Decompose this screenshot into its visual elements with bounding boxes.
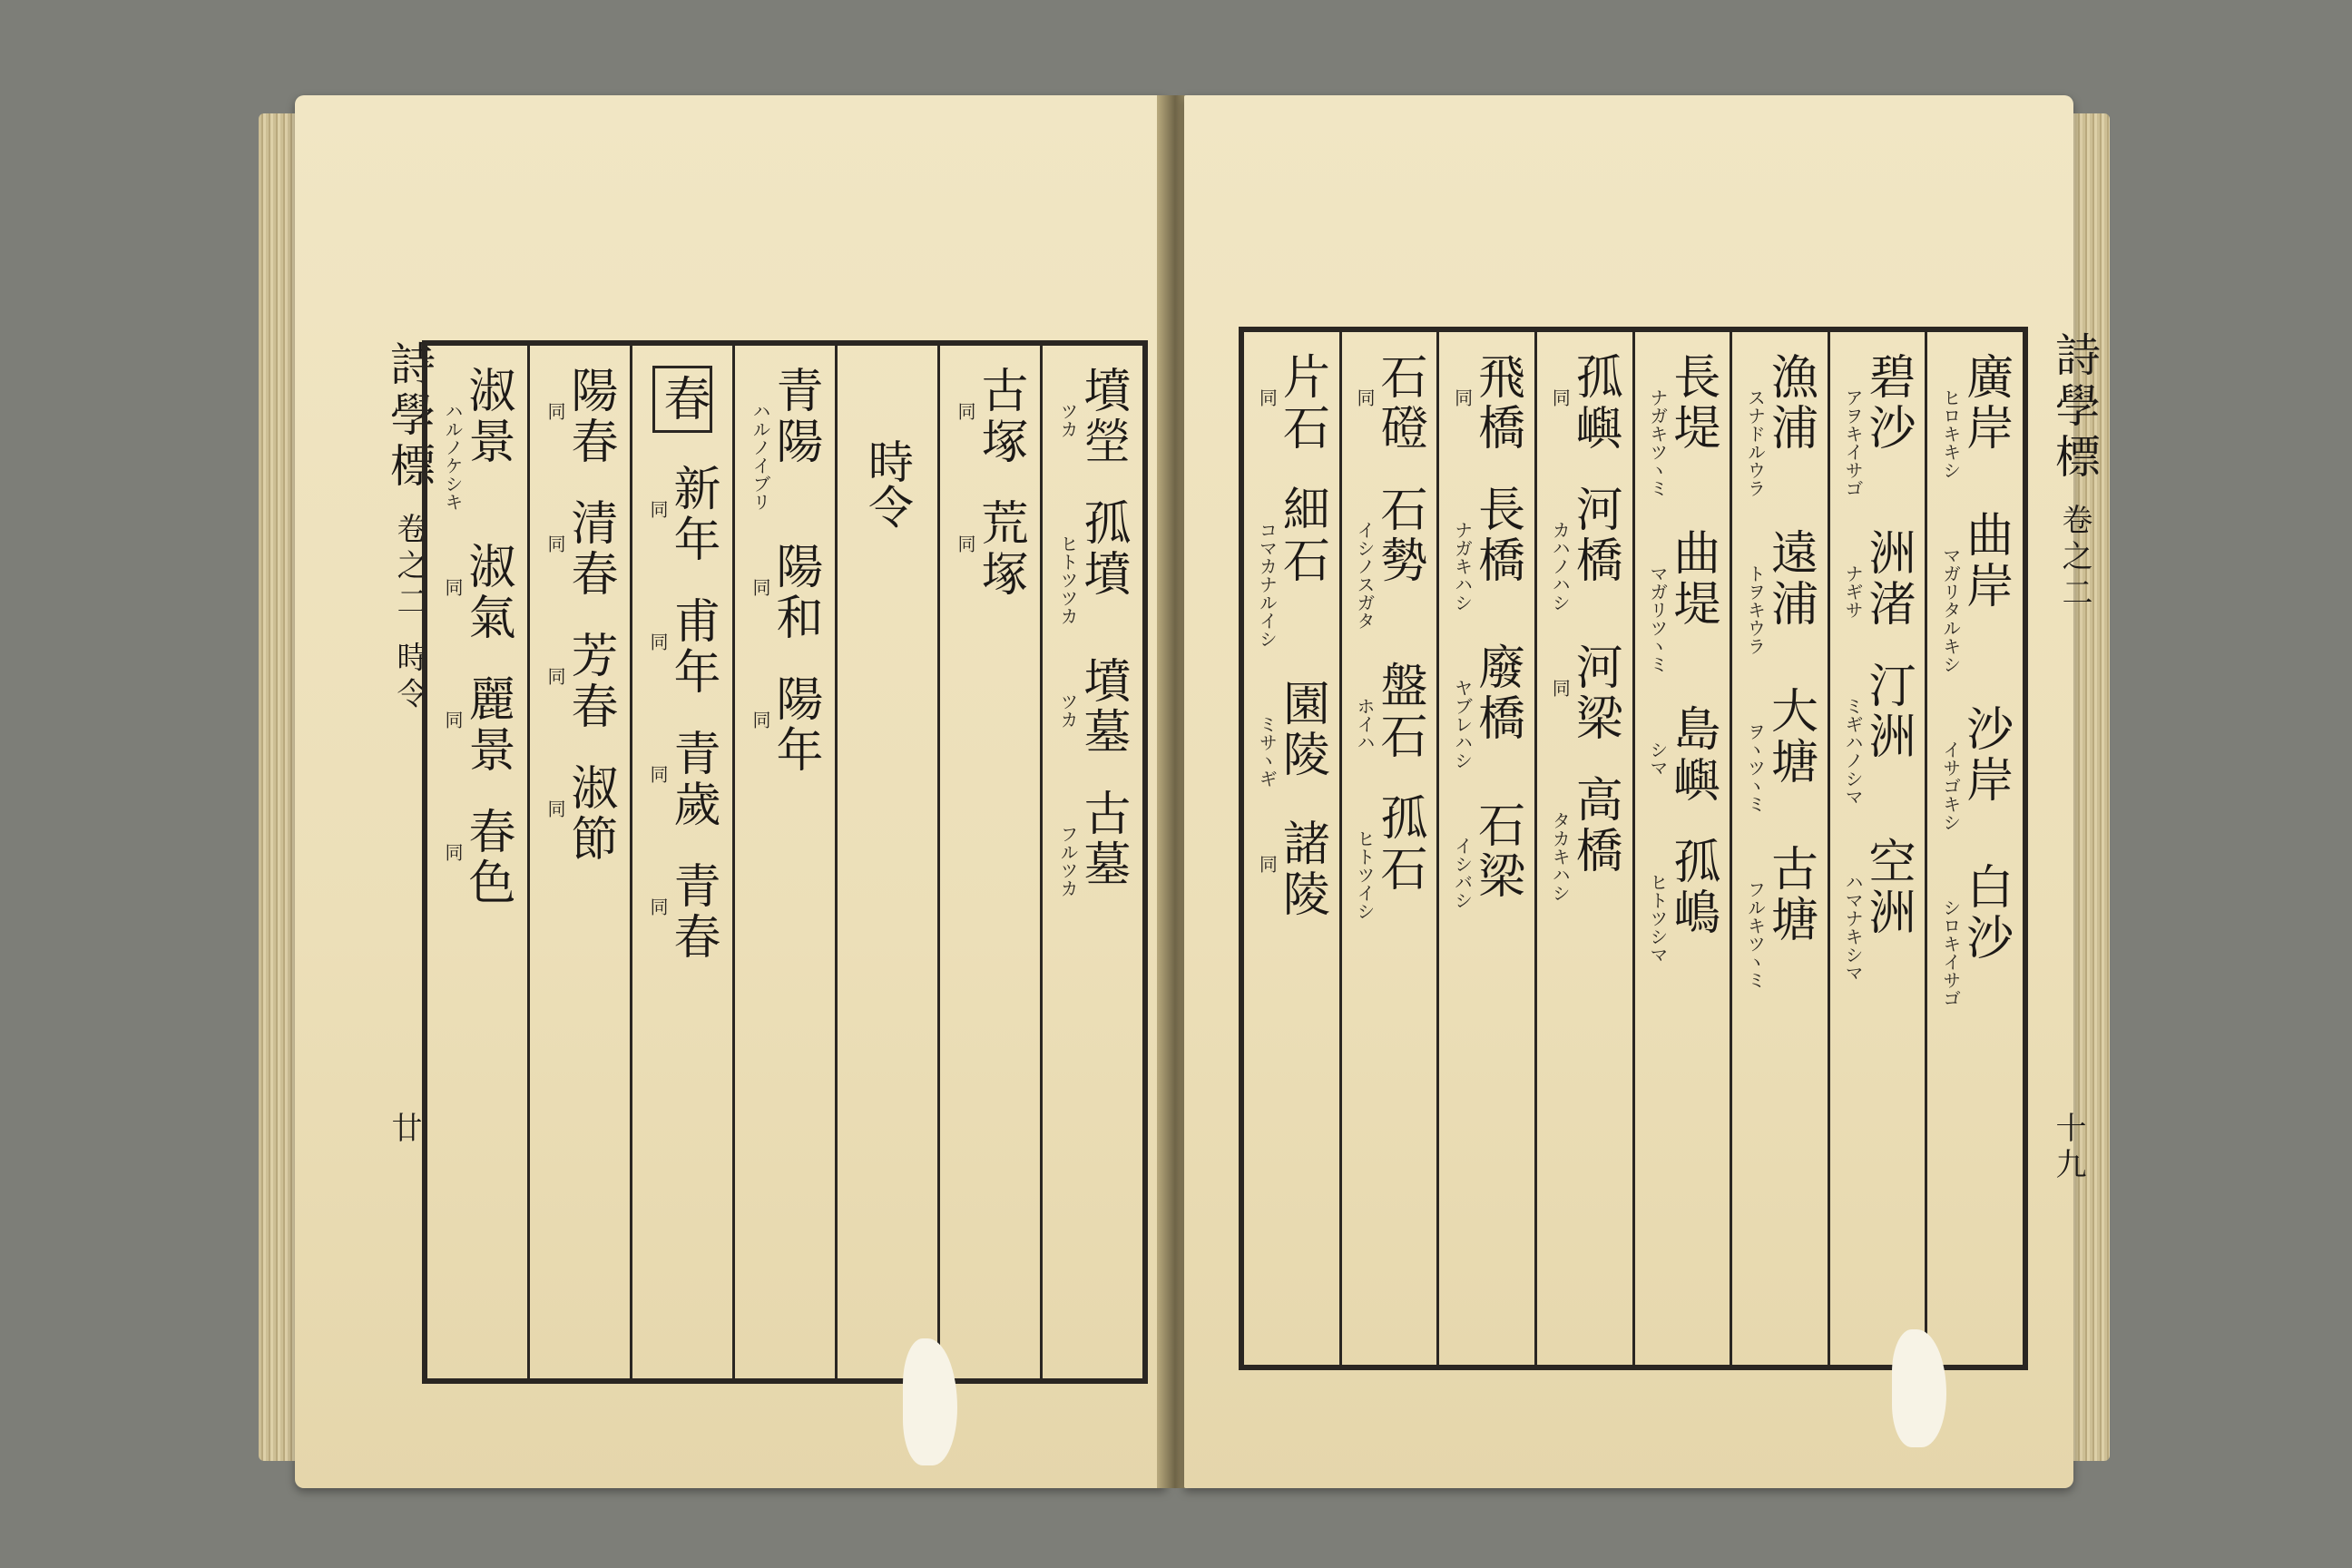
entry-kanji: 陽春 [563,366,617,467]
reading-gloss: 同 [1451,388,1474,407]
reading-gloss: 同 [544,402,566,420]
text-column [630,346,732,1378]
reading-gloss: 同 [750,710,771,729]
left-section-text: 時令 [391,641,427,714]
vocabulary-entry [750,542,822,643]
vocabulary-entry [1256,818,1329,920]
vocabulary-entry [647,464,720,565]
text-column [1534,332,1632,1365]
entry-kanji: 石梁 [1469,800,1524,902]
vocabulary-entry [1939,862,2013,1007]
vocabulary-entry [750,366,822,511]
left-volume-text: 卷之二 [391,512,427,622]
reading-gloss: 同 [1256,855,1279,873]
reading-gloss: シマ [1646,740,1669,777]
vocabulary-entry [442,674,514,776]
reading-gloss: 同 [647,632,669,651]
vocabulary-entry [1842,661,1916,806]
entry-kanji: 沙岸 [1957,704,2013,806]
reading-gloss: 同 [544,534,566,553]
entry-kanji: 廢橋 [1469,642,1524,744]
text-column [1339,332,1437,1365]
entry-kanji: 春色 [460,807,514,908]
reading-gloss: マガリツヽミ [1646,564,1669,673]
reading-gloss: ツカ [1057,402,1079,438]
vocabulary-entry [1939,352,2013,479]
entry-kanji: 大塘 [1762,686,1818,788]
reading-gloss: 同 [544,799,566,818]
entry-kanji: 碧沙 [1860,352,1916,454]
vocabulary-entry [1842,837,1916,982]
vocabulary-entry [1549,775,1622,902]
entry-kanji: 飛橋 [1469,352,1524,454]
right-page [1184,95,2101,1488]
entry-kanji: 陽年 [768,674,822,776]
reading-gloss: スナドルウラ [1744,388,1767,497]
entry-kanji: 新年 [665,464,720,565]
left-text-frame [422,340,1148,1384]
season-heading: 春 [652,366,712,433]
vocabulary-entry [1451,642,1524,769]
vocabulary-entry [647,596,720,698]
entry-kanji: 淑節 [563,763,617,865]
text-column [1244,332,1339,1365]
vocabulary-entry [1646,704,1720,806]
reading-gloss: カハノハシ [1549,521,1572,612]
reading-gloss: コマカナルイシ [1256,521,1279,648]
entry-kanji: 河橋 [1567,485,1622,586]
vocabulary-entry [544,498,617,600]
text-column [835,346,937,1378]
vocabulary-entry [1057,789,1130,897]
right-text-frame [1239,327,2028,1370]
reading-gloss: ナガキツヽミ [1646,388,1669,497]
reading-gloss: 同 [442,710,464,729]
vocabulary-entry [1353,661,1426,762]
vocabulary-entry [1057,366,1130,467]
text-column [1632,332,1730,1365]
entry-kanji: 青陽 [768,366,822,467]
entry-kanji: 白沙 [1957,862,2013,964]
vocabulary-entry [1646,352,1720,497]
text-column [427,346,527,1378]
entry-kanji: 墳塋 [1075,366,1130,467]
entry-kanji: 島嶼 [1664,704,1720,806]
vocabulary-entry [1451,485,1524,612]
reading-gloss: ハルノイブリ [750,402,771,511]
vocabulary-entry [1842,528,1916,630]
reading-gloss: 同 [1549,388,1572,407]
vocabulary-entry [1353,352,1426,454]
vocabulary-entry [1256,679,1329,788]
vocabulary-entry [1057,498,1130,625]
left-title-text: 詩學標 [383,340,436,493]
vocabulary-entry [544,366,617,467]
right-columns [1244,332,2023,1365]
reading-gloss: イサゴキシ [1939,740,1962,831]
reading-gloss: ヒトツイシ [1353,829,1376,920]
reading-gloss: ヤブレハシ [1451,679,1474,769]
text-column [1436,332,1534,1365]
entry-kanji: 石磴 [1371,352,1426,454]
entry-kanji: 古塘 [1762,844,1818,946]
vocabulary-entry [955,366,1027,467]
entry-kanji: 清春 [563,498,617,600]
entry-kanji: 孤石 [1371,793,1426,895]
vocabulary-entry [1549,642,1622,744]
reading-gloss: イシノスガタ [1353,521,1376,630]
vocabulary-entry [1353,485,1426,630]
entry-kanji: 漁浦 [1762,352,1818,454]
text-column [732,346,835,1378]
right-title-text: 詩學標 [2048,331,2101,484]
right-volume-text: 卷之二 [2056,503,2092,612]
entry-kanji: 高橋 [1567,775,1622,877]
text-column [1040,346,1142,1378]
reading-gloss: 同 [647,500,669,518]
reading-gloss: タカキハシ [1549,811,1572,902]
open-book [259,86,2110,1488]
reading-gloss: 同 [750,578,771,596]
vocabulary-entry [1451,800,1524,909]
reading-gloss: 同 [442,578,464,596]
reading-gloss: ホイハ [1353,697,1376,751]
entry-kanji: 洲渚 [1860,528,1916,630]
entry-kanji: 芳春 [563,631,617,732]
entry-kanji: 孤嶼 [1567,352,1622,454]
entry-kanji: 淑景 [460,366,514,467]
vocabulary-entry [442,366,514,511]
reading-gloss: ヲヽツヽミ [1744,722,1767,813]
vocabulary-entry [1256,352,1329,454]
entry-kanji: 麗景 [460,674,514,776]
vocabulary-entry [647,729,720,830]
entry-kanji: 細石 [1274,485,1329,586]
vocabulary-entry [1744,352,1818,497]
reading-gloss: マガリタルキシ [1939,546,1962,673]
vocabulary-entry [442,807,514,908]
reading-gloss: ナガキハシ [1451,521,1474,612]
entry-kanji: 長堤 [1664,352,1720,454]
entry-kanji: 荒塚 [973,498,1027,600]
entry-kanji: 陽和 [768,542,822,643]
reading-gloss: ヒトツツカ [1057,534,1079,625]
reading-gloss: 同 [1256,388,1279,407]
reading-gloss: ミギハノシマ [1842,697,1865,806]
right-margin-title [2042,331,2107,612]
entry-kanji: 汀洲 [1860,661,1916,762]
text-column [527,346,630,1378]
entry-kanji: 淑氣 [460,542,514,643]
left-page [295,95,1166,1488]
right-folio: 十九 [2050,1112,2086,1184]
vocabulary-entry [1744,844,1818,989]
reading-gloss: ヒトツシマ [1646,873,1669,964]
entry-kanji: 青春 [665,861,720,963]
reading-gloss: 同 [1549,679,1572,697]
text-column [1828,332,1926,1365]
entry-kanji: 廣岸 [1957,352,2013,454]
vocabulary-entry [1744,686,1818,813]
text-column [1730,332,1828,1365]
vocabulary-entry [1939,510,2013,673]
reading-gloss: 同 [1353,388,1376,407]
section-title: 時令 [861,438,914,529]
vocabulary-entry [1256,485,1329,648]
reading-gloss: 同 [647,765,669,783]
vocabulary-entry [647,861,720,963]
vocabulary-entry [1744,528,1818,655]
reading-gloss: トヲキウラ [1744,564,1767,655]
entry-kanji: 孤嶋 [1664,837,1720,938]
vocabulary-entry [1646,528,1720,673]
left-columns [427,346,1142,1378]
entry-kanji: 空洲 [1860,837,1916,938]
reading-gloss: 同 [955,402,976,420]
vocabulary-entry [1549,485,1622,612]
reading-gloss: ミサヽギ [1256,715,1279,788]
vocabulary-entry [1057,656,1130,758]
vocabulary-entry [955,498,1027,600]
text-column [1925,332,2023,1365]
vocabulary-entry [750,674,822,776]
entry-kanji: 長橋 [1469,485,1524,586]
entry-kanji: 遠浦 [1762,528,1818,630]
reading-gloss: 同 [544,667,566,685]
vocabulary-entry [1549,352,1622,454]
reading-gloss: ナギサ [1842,564,1865,619]
entry-kanji: 孤墳 [1075,498,1130,600]
vocabulary-entry [544,631,617,732]
vocabulary-entry [1353,793,1426,920]
reading-gloss: フルツカ [1057,825,1079,897]
entry-kanji: 墳墓 [1075,656,1130,758]
vocabulary-entry [442,542,514,643]
reading-gloss: アヲキイサゴ [1842,388,1865,497]
vocabulary-entry [544,763,617,865]
entry-kanji: 古塚 [973,366,1027,467]
reading-gloss: シロキイサゴ [1939,898,1962,1007]
entry-kanji: 盤石 [1371,661,1426,762]
reading-gloss: ハマナキシマ [1842,873,1865,982]
vocabulary-entry [1939,704,2013,831]
entry-kanji: 青歲 [665,729,720,830]
entry-kanji: 曲岸 [1957,510,2013,612]
reading-gloss: ヒロキキシ [1939,388,1962,479]
reading-gloss: ツカ [1057,692,1079,729]
entry-kanji: 河梁 [1567,642,1622,744]
reading-gloss: 同 [647,897,669,916]
entry-kanji: 古墓 [1075,789,1130,890]
vocabulary-entry [1842,352,1916,497]
left-folio: 廿 [386,1112,422,1148]
entry-kanji: 石勢 [1371,485,1426,586]
reading-gloss: ハルノケシキ [442,402,464,511]
reading-gloss: イシバシ [1451,837,1474,909]
reading-gloss: 同 [442,843,464,861]
entry-kanji: 諸陵 [1274,818,1329,920]
entry-kanji: 甫年 [665,596,720,698]
entry-kanji: 曲堤 [1664,528,1720,630]
reading-gloss: 同 [955,534,976,553]
entry-kanji: 片石 [1274,352,1329,454]
entry-kanji: 園陵 [1274,679,1329,780]
vocabulary-entry [1646,837,1720,964]
vocabulary-entry [1451,352,1524,454]
text-column [937,346,1040,1378]
reading-gloss: フルキツヽミ [1744,880,1767,989]
